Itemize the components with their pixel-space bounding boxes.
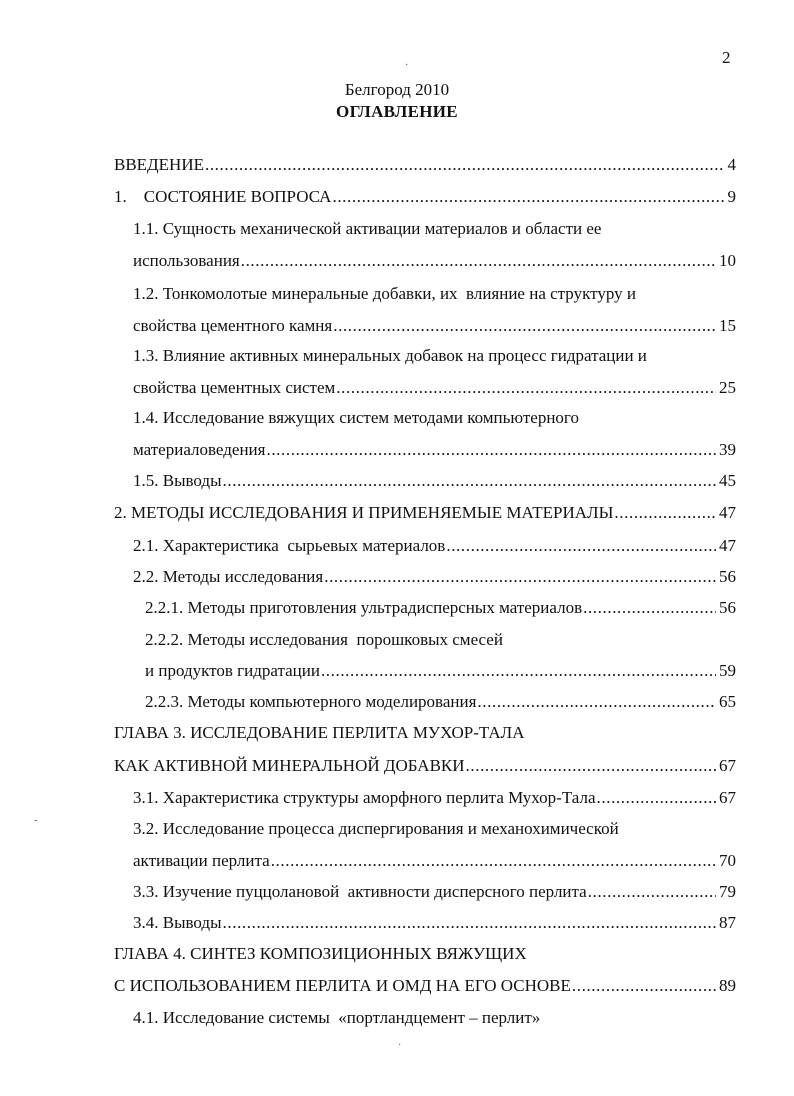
toc-entry-2-1[interactable] xyxy=(133,531,736,561)
toc-entry-text: активации перлита xyxy=(133,851,270,870)
toc-entry-text: 2. МЕТОДЫ ИССЛЕДОВАНИЯ И ПРИМЕНЯЕМЫЕ МАТЕРИАЛЫ xyxy=(114,503,614,522)
toc-entry-text: 1.2. Тонкомолотые минеральные добавки, их влияние на структуру и xyxy=(133,284,636,303)
toc-entry-1-5[interactable] xyxy=(133,466,736,496)
margin-mark: - xyxy=(34,815,38,826)
toc-leader-dots xyxy=(324,562,716,592)
toc-entry-2-2-2-line-2[interactable] xyxy=(145,656,736,686)
toc-entry-page: 56 xyxy=(719,567,736,586)
toc-entry-chapter-3-line-2[interactable] xyxy=(114,751,736,781)
toc-entry-text: 1.3. Влияние активных минеральных добавок на процесс гидратации и xyxy=(133,346,647,365)
toc-entry-text: 2.2.3. Методы компьютерного моделирования xyxy=(145,692,477,711)
city-year: Белгород 2010 xyxy=(344,80,450,99)
toc-entry-page: 87 xyxy=(719,913,736,932)
toc-entry-text: 2.1. Характеристика сырьевых материалов xyxy=(133,536,446,555)
toc-entry-chapter-1[interactable] xyxy=(114,182,736,212)
toc-leader-dots xyxy=(266,435,716,465)
toc-entry-page: 10 xyxy=(719,251,736,270)
toc-leader-dots xyxy=(572,971,716,1001)
toc-entry-text: свойства цементного камня xyxy=(133,316,333,335)
toc-entry-text: свойства цементных систем xyxy=(133,378,336,397)
toc-entry-2-2-3[interactable] xyxy=(145,687,736,717)
toc-entry-page: 56 xyxy=(719,598,736,617)
toc-entry-text: 3.2. Исследование процесса диспергирования и механохимической xyxy=(133,819,619,838)
toc-entry-1-1-line-1[interactable] xyxy=(133,214,736,244)
toc-entry-page: 45 xyxy=(719,471,736,490)
toc-entry-chapter-4-line-1[interactable] xyxy=(114,939,736,969)
toc-entry-page: 67 xyxy=(719,788,736,807)
toc-leader-dots xyxy=(223,908,716,938)
toc-entry-page: 67 xyxy=(719,756,736,775)
toc-entry-1-2-line-1[interactable] xyxy=(133,279,736,309)
toc-entry-text: использования xyxy=(133,251,240,270)
toc-entry-text: ВВЕДЕНИЕ xyxy=(114,155,204,174)
toc-entry-page: 47 xyxy=(719,503,736,522)
toc-entry-2-2-1[interactable] xyxy=(145,593,736,623)
toc-entry-page: 15 xyxy=(719,316,736,335)
toc-leader-dots xyxy=(223,466,716,496)
toc-entry-text: 2.2.1. Методы приготовления ультрадисперсных материалов xyxy=(145,598,583,617)
toc-entry-1-4-line-2[interactable] xyxy=(133,435,736,465)
toc-entry-3-4[interactable] xyxy=(133,908,736,938)
toc-entry-page: 65 xyxy=(719,692,736,711)
toc-entry-4-1[interactable] xyxy=(133,1003,736,1033)
toc-leader-dots xyxy=(446,531,716,561)
toc-entry-3-2-line-2[interactable] xyxy=(133,846,736,876)
toc-entry-text: ГЛАВА 3. ИССЛЕДОВАНИЕ ПЕРЛИТА МУХОР-ТАЛА xyxy=(114,723,525,742)
toc-title: ОГЛАВЛЕНИЕ xyxy=(336,102,458,121)
toc-leader-dots xyxy=(205,150,725,180)
toc-entry-text: 1. СОСТОЯНИЕ ВОПРОСА xyxy=(114,187,332,206)
toc-leader-dots xyxy=(321,656,716,686)
toc-entry-1-2-line-2[interactable] xyxy=(133,311,736,341)
toc-entry-text: 3.4. Выводы xyxy=(133,913,222,932)
toc-entry-1-4-line-1[interactable] xyxy=(133,403,736,433)
toc-leader-dots xyxy=(588,877,716,907)
toc-entry-text: 1.5. Выводы xyxy=(133,471,222,490)
toc-entry-page: 59 xyxy=(719,661,736,680)
toc-entry-chapter-3-line-1[interactable] xyxy=(114,718,736,748)
toc-entry-text: 3.1. Характеристика структуры аморфного перлита Мухор-Тала xyxy=(133,788,596,807)
toc-leader-dots xyxy=(271,846,716,876)
toc-entry-text: 2.2.2. Методы исследования порошковых смесей xyxy=(145,630,503,649)
toc-entry-page: 39 xyxy=(719,440,736,459)
toc-leader-dots xyxy=(241,246,716,276)
toc-entry-3-3[interactable] xyxy=(133,877,736,907)
toc-entry-page: 79 xyxy=(719,882,736,901)
page-number: 2 xyxy=(722,48,731,67)
toc-leader-dots xyxy=(477,687,716,717)
toc-entry-1-3-line-2[interactable] xyxy=(133,373,736,403)
toc-entry-page: 4 xyxy=(727,155,736,174)
toc-entry-text: 2.2. Методы исследования xyxy=(133,567,324,586)
toc-entry-chapter-4-line-2[interactable] xyxy=(114,971,736,1001)
toc-entry-text: КАК АКТИВНОЙ МИНЕРАЛЬНОЙ ДОБАВКИ xyxy=(114,756,465,775)
toc-entry-text: 1.4. Исследование вяжущих систем методами компьютерного xyxy=(133,408,579,427)
toc-entry-text: 1.1. Сущность механической активации материалов и области ее xyxy=(133,219,602,238)
scan-speck: · xyxy=(405,60,409,71)
toc-entry-page: 25 xyxy=(719,378,736,397)
toc-entry-page: 47 xyxy=(719,536,736,555)
toc-leader-dots xyxy=(583,593,716,623)
toc-entry-page: 9 xyxy=(727,187,736,206)
toc-entry-chapter-2[interactable] xyxy=(114,498,736,528)
toc-entry-text: материаловедения xyxy=(133,440,266,459)
toc-entry-intro[interactable] xyxy=(114,150,736,180)
toc-leader-dots xyxy=(332,182,724,212)
toc-leader-dots xyxy=(597,783,716,813)
toc-entry-3-2-line-1[interactable] xyxy=(133,814,736,844)
toc-entry-text: 3.3. Изучение пуццолановой активности дисперсного перлита xyxy=(133,882,587,901)
toc-entry-1-1-line-2[interactable] xyxy=(133,246,736,276)
toc-leader-dots xyxy=(333,311,716,341)
toc-entry-2-2[interactable] xyxy=(133,562,736,592)
toc-leader-dots xyxy=(614,498,716,528)
toc-entry-page: 70 xyxy=(719,851,736,870)
toc-entry-text: С ИСПОЛЬЗОВАНИЕМ ПЕРЛИТА И ОМД НА ЕГО ОСНОВЕ xyxy=(114,976,571,995)
toc-entry-page: 89 xyxy=(719,976,736,995)
toc-entry-2-2-2-line-1[interactable] xyxy=(145,625,736,655)
toc-entry-text: 4.1. Исследование системы «портландцемент – перлит» xyxy=(133,1008,541,1027)
toc-entry-text: ГЛАВА 4. СИНТЕЗ КОМПОЗИЦИОННЫХ ВЯЖУЩИХ xyxy=(114,944,527,963)
toc-leader-dots xyxy=(336,373,716,403)
toc-entry-1-3-line-1[interactable] xyxy=(133,341,736,371)
toc-entry-3-1[interactable] xyxy=(133,783,736,813)
toc-leader-dots xyxy=(466,751,716,781)
toc-entry-text: и продуктов гидратации xyxy=(145,661,320,680)
scan-speck: · xyxy=(398,1040,402,1051)
